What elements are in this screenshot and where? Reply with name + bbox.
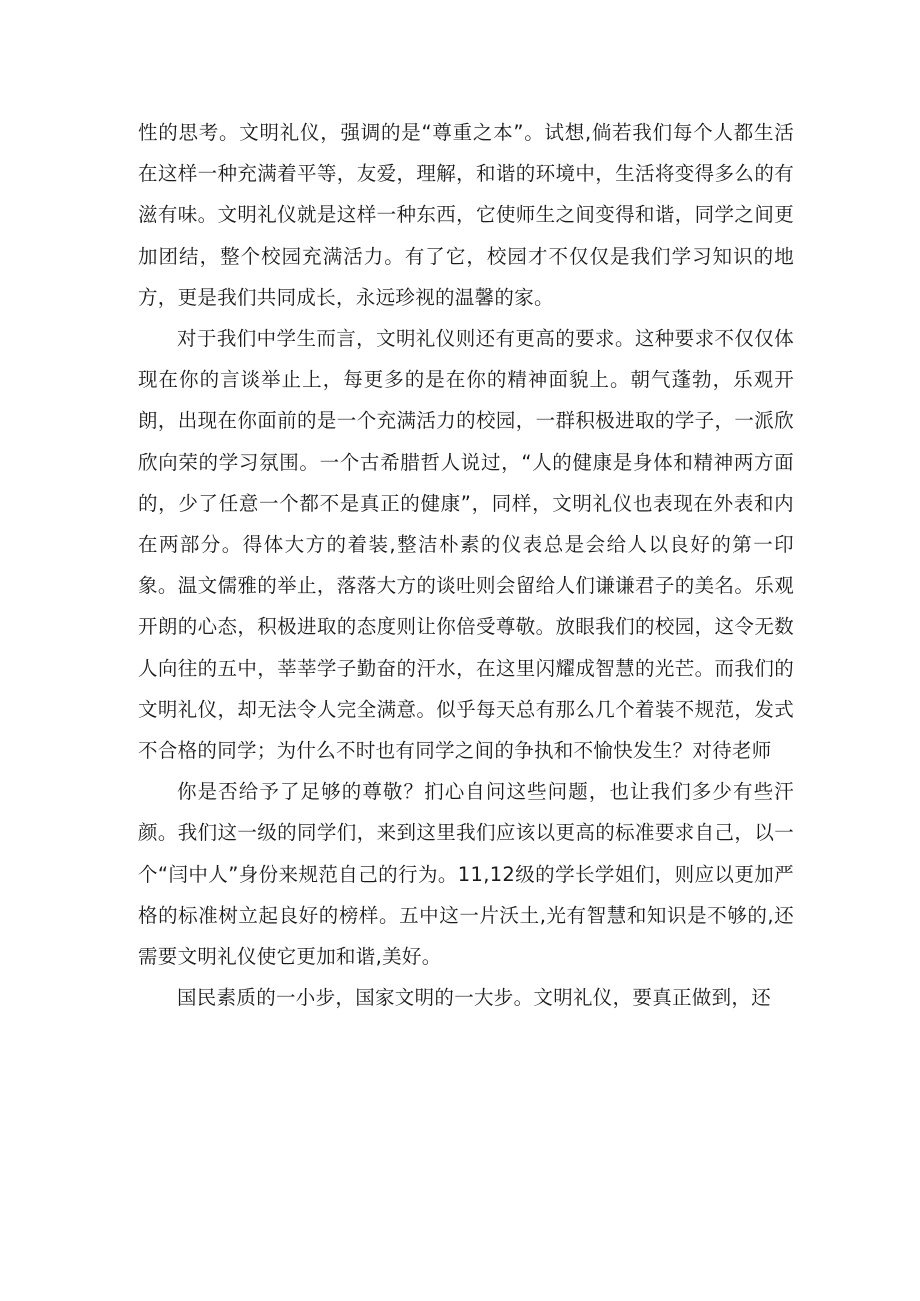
paragraph-2: 对于我们中学生而言，文明礼仪则还有更高的要求。这种要求不仅仅体现在你的言谈举止上，每更多的是在你的精神面貌上。朝气蓬勃，乐观开朗，出现在你面前的是一个充满活力的校园，一群积极进取的学子，一派欣欣向荣的学习氛围。一个古希腊哲人说过，“人的健康是身体和精神两方面的，少了任意一个都不是真正的健康”，同样，文明礼仪也表现在外表和内在两部分。得体大方的着装,整洁朴素的仪表总是会给人以良好的第一印象。温文儒雅的举止，落落大方的谈吐则会留给人们谦谦君子的美名。乐观开朗的心态，积极进取的态度则让你倍受尊敬。放眼我们的校园，这令无数人向往的五中，莘莘学子勤奋的汗水，在这里闪耀成智慧的光芒。而我们的文明礼仪，却无法令人完全满意。似乎每天总有那么几个着装不规范，发式不合格的同学；为什么不时也有同学之间的争执和不愉快发生？对待老师	[138, 327, 794, 763]
paragraph-3: 你是否给予了足够的尊敬？扪心自问这些问题，也让我们多少有些汗颜。我们这一级的同学们，来到这里我们应该以更高的标准要求自己，以一个“闫中人”身份来规范自己的行为。11,12级的学长学姐们，则应以更加严格的标准树立起良好的榜样。五中这一片沃土,光有智慧和知识是不够的,还需要文明礼仪使它更加和谐,美好。	[138, 780, 794, 969]
paragraph-4: 国民素质的一小步，国家文明的一大步。文明礼仪，要真正做到，还	[177, 986, 772, 1010]
document-body	[138, 112, 794, 1018]
paragraph-1: 性的思考。文明礼仪，强调的是“尊重之本”。试想,倘若我们每个人都生活在这样一种充满着平等，友爱，理解，和谐的环境中，生活将变得多么的有滋有味。文明礼仪就是这样一种东西，它使师生之间变得和谐，同学之间更加团结，整个校园充满活力。有了它，校园才不仅仅是我们学习知识的地方，更是我们共同成长，永远珍视的温馨的家。	[138, 121, 794, 309]
